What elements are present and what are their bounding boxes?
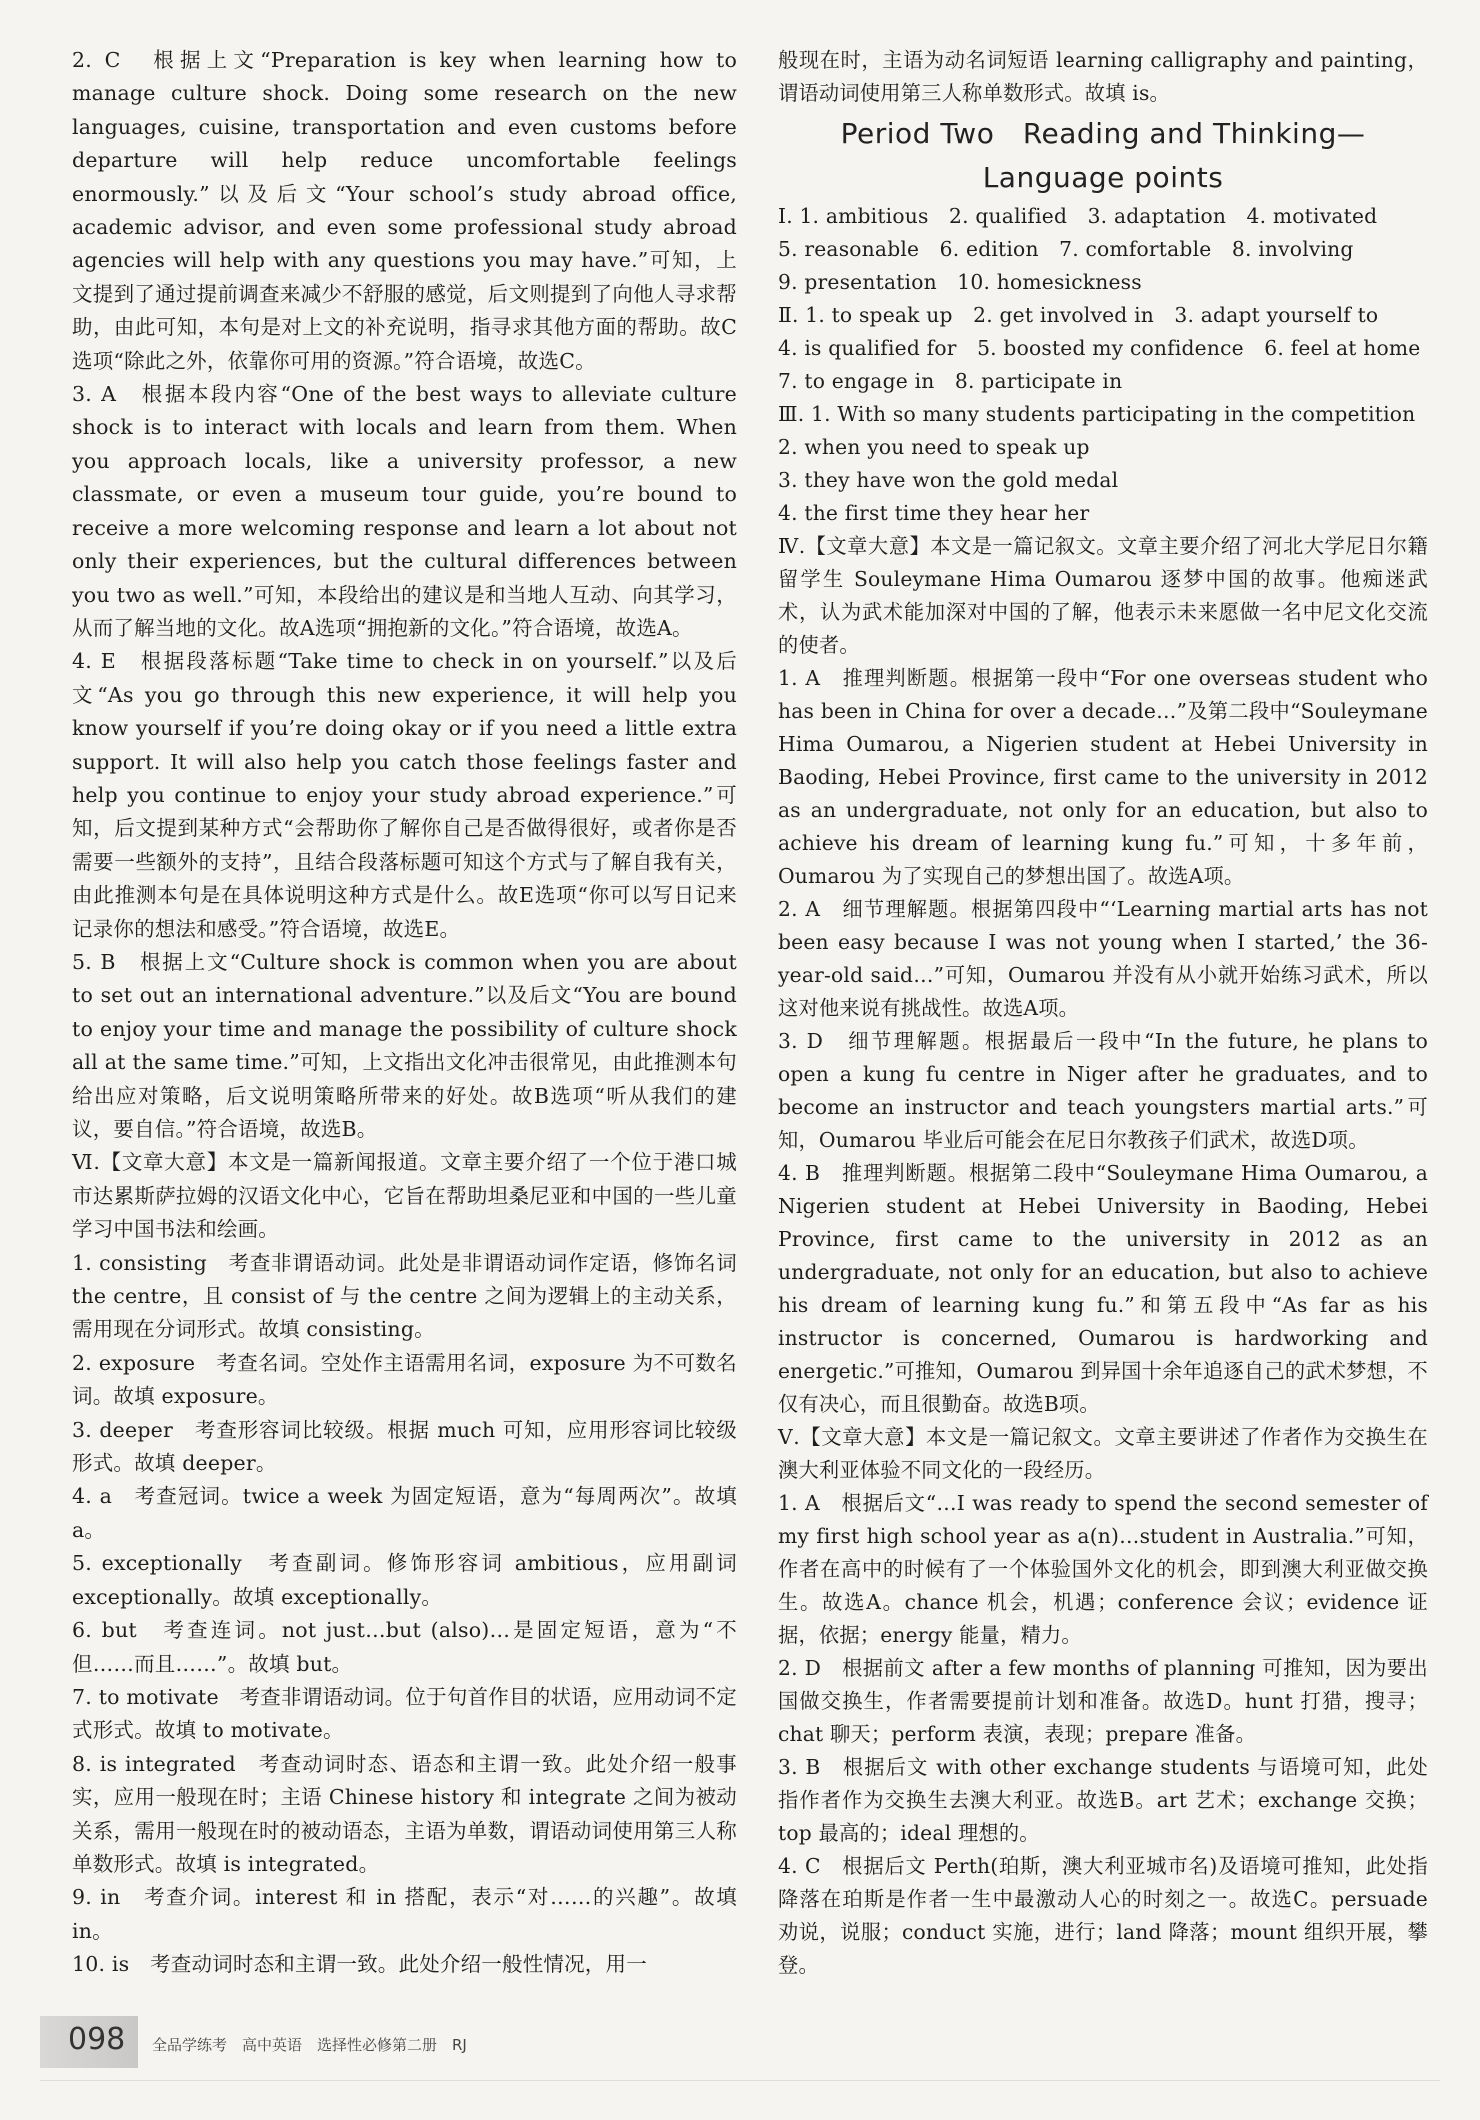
footer-book-info: 全品学练考 高中英语 选择性必修第二册 RJ: [152, 2036, 467, 2054]
answer-paragraph: 9. in 考查介词。interest 和 in 搭配，表示“对……的兴趣”。故填 in。: [72, 1885, 737, 1943]
answer-paragraph: 4. E 根据段落标题“Take time to check in on yourself.”以及后文“As you go through this new experience, it will help you know yourself if you’re doing okay or if you need a little extra support. It will also help you catch those feelings faster and help you continue to enjoy your study abroad experience.”可知，后文提到某种方式“会帮助你了解你自己是否做得很好，或者你是否需要一些额外的支持”，且结合段落标题可知这个方式与了解自我有关，由此推测本句是在具体说明这种方式是什么。故E选项“你可以写日记来记录你的想法和感受。”符合语境，故选E。: [72, 649, 737, 941]
answer-line: 3. they have won the gold medal: [778, 468, 1119, 492]
answer-line: Ⅰ. 1. ambitious 2. qualified 3. adaptation 4. motivated: [778, 204, 1378, 228]
answer-paragraph: 5. B 根据上文“Culture shock is common when you are about to set out an international adventure.”以及后文“You are bound to enjoy your time and manage the possibility of culture shock all at the same time.”可知，上文指出文化冲击很常见，由此推测本句给出应对策略，后文说明策略所带来的好处。故B选项“听从我们的建议，要自信。”符合语境，故选B。: [72, 949, 737, 1141]
answer-paragraph: 5. exceptionally 考查副词。修饰形容词 ambitious，应用副词 exceptionally。故填 exceptionally。: [72, 1551, 737, 1609]
answer-paragraph: 2. exposure 考查名词。空处作主语需用名词，exposure 为不可数名词。故填 exposure。: [72, 1350, 737, 1409]
answer-paragraph: 3. D 细节理解题。根据最后一段中“In the future, he plans to open a kung fu centre in Niger after he graduates, and to become an instructor and teach youngsters martial arts.”可知，Oumarou 毕业后可能会在尼日尔教孩子们武术，故选D项。: [778, 1029, 1428, 1152]
answer-line: 9. presentation 10. homesickness: [778, 270, 1142, 294]
answer-paragraph: 2. D 根据前文 after a few months of planning 可推知，因为要出国做交换生，作者需要提前计划和准备。故选D。hunt 打猎，搜寻；chat 聊天；perform 表演，表现；prepare 准备。: [778, 1656, 1428, 1746]
answer-paragraph: 4. a 考查冠词。twice a week 为固定短语，意为“每周两次”。故填 a。: [72, 1484, 737, 1542]
section-heading-line: Period Two Reading and Thinking—: [840, 117, 1366, 150]
answer-paragraph: 2. C 根据上文“Preparation is key when learning how to manage culture shock. Doing some research on the new languages, cuisine, transportation and even customs before departure will help reduce uncomfortable feelings enormously.”以及后文“Your school’s study abroad office, academic advisor, and even some professional study abroad agencies will help with any questions you may have.”可知，上文提到了通过提前调查来减少不舒服的感觉，后文则提到了向他人寻求帮助，由此可知，本句是对上文的补充说明，指寻求其他方面的帮助。故C选项“除此之外，依靠你可用的资源。”符合语境，故选C。: [72, 48, 737, 373]
page-number: 098: [68, 2022, 126, 2057]
passage-summary: Ⅴ.【文章大意】本文是一篇记叙文。文章主要讲述了作者作为交换生在澳大利亚体验不同文化的一段经历。: [778, 1425, 1428, 1482]
right-column: [778, 44, 1428, 1982]
answer-paragraph: 7. to motivate 考查非谓语动词。位于句首作目的状语，应用动词不定式形式。故填 to motivate。: [72, 1684, 737, 1743]
answer-line: 2. when you need to speak up: [778, 435, 1090, 459]
answer-paragraph: 3. B 根据后文 with other exchange students 与语境可知，此处指作者作为交换生去澳大利亚。故选B。art 艺术；exchange 交换；top 最高的；ideal 理想的。: [778, 1755, 1428, 1845]
page-footer: [0, 2010, 1480, 2080]
section-heading: [778, 112, 1428, 200]
answer-line: Ⅲ. 1. With so many students participating in the competition: [778, 402, 1416, 426]
answer-line: 5. reasonable 6. edition 7. comfortable 8. involving: [778, 237, 1354, 261]
answer-line: 7. to engage in 8. participate in: [778, 369, 1123, 393]
passage-summary: Ⅳ.【文章大意】本文是一篇记叙文。文章主要介绍了河北大学尼日尔籍留学生 Souleymane Hima Oumarou 逐梦中国的故事。他痴迷武术，认为武术能加深对中国的了解，他表示未来愿做一名中尼文化交流的使者。: [778, 534, 1428, 657]
answer-paragraph: 般现在时，主语为动名词短语 learning calligraphy and painting，谓语动词使用第三人称单数形式。故填 is。: [778, 48, 1428, 105]
passage-summary: Ⅵ.【文章大意】本文是一篇新闻报道。文章主要介绍了一个位于港口城市达累斯萨拉姆的汉语文化中心，它旨在帮助坦桑尼亚和中国的一些儿童学习中国书法和绘画。: [72, 1150, 737, 1242]
answer-paragraph: 1. A 根据后文“…I was ready to spend the second semester of my first high school year as a(n)…student in Australia.”可知，作者在高中的时候有了一个体验国外文化的机会，即到澳大利亚做交换生。故选A。chance 机会，机遇；conference 会议；evidence 证据，依据；energy 能量，精力。: [778, 1491, 1429, 1647]
answer-paragraph: 4. B 推理判断题。根据第二段中“Souleymane Hima Oumarou, a Nigerien student at Hebei University in Baoding, Hebei Province, first came to the university in 2012 as an undergraduate, not only for an education, but also to achieve his dream of learning kung fu.”和第五段中“As far as his instructor is concerned, Oumarou is hardworking and energetic.”可推知，Oumarou 到异国十余年追逐自己的武术梦想，不仅有决心，而且很勤奋。故选B项。: [778, 1161, 1428, 1416]
answer-line: Ⅱ. 1. to speak up 2. get involved in 3. adapt yourself to: [778, 303, 1379, 327]
answer-paragraph: 1. A 推理判断题。根据第一段中“For one overseas student who has been in China for over a decade…”及第二段中“Souleymane Hima Oumarou, a Nigerien student at Hebei University in Baoding, Hebei Province, first came to the university in 2012 as an undergraduate, not only for an education, but also to achieve his dream of learning kung fu.”可知，十多年前，Oumarou 为了实现自己的梦想出国了。故选A项。: [778, 666, 1428, 888]
answer-paragraph: 8. is integrated 考查动词时态、语态和主谓一致。此处介绍一般事实，应用一般现在时；主语 Chinese history 和 integrate 之间为被动关系，需用一般现在时的被动语态，主语为单数，谓语动词使用第三人称单数形式。故填 is integrated。: [72, 1751, 737, 1876]
answer-line: 4. the first time they hear her: [778, 501, 1090, 525]
answer-paragraph: 3. A 根据本段内容“One of the best ways to alleviate culture shock is to interact with locals and learn from them. When you approach locals, like a university professor, a new classmate, or even a museum tour guide, you’re bound to receive a more welcoming response and learn a lot about not only their experiences, but the cultural differences between you two as well.”可知，本段给出的建议是和当地人互动、向其学习，从而了解当地的文化。故A选项“拥抱新的文化。”符合语境，故选A。: [72, 382, 737, 640]
answer-paragraph: 1. consisting 考查非谓语动词。此处是非谓语动词作定语，修饰名词 the centre，且 consist of 与 the centre 之间为逻辑上的主动关系，需用现在分词形式。故填 consisting。: [72, 1250, 737, 1342]
answer-paragraph: 10. is 考查动词时态和主谓一致。此处介绍一般性情况，用一: [72, 1952, 647, 1977]
answer-paragraph: 3. deeper 考查形容词比较级。根据 much 可知，应用形容词比较级形式。故填 deeper。: [72, 1417, 737, 1476]
answer-paragraph: 2. A 细节理解题。根据第四段中“‘Learning martial arts has not been easy because I was not young when I started,’ the 36-year-old said…”可知，Oumarou 并没有从小就开始练习武术，所以这对他来说有挑战性。故选A项。: [778, 897, 1428, 1020]
answer-line: 4. is qualified for 5. boosted my confidence 6. feel at home: [778, 336, 1421, 360]
section-heading-line: Language points: [982, 161, 1224, 194]
left-column: [72, 44, 737, 1982]
answer-paragraph: 6. but 考查连词。not just…but (also)…是固定短语，意为“不但……而且……”。故填 but。: [72, 1618, 737, 1676]
answer-paragraph: 4. C 根据后文 Perth(珀斯，澳大利亚城市名)及语境可推知，此处指降落在珀斯是作者一生中最激动人心的时刻之一。故选C。persuade 劝说，说服；conduct 实施，进行；land 降落；mount 组织开展，攀登。: [778, 1854, 1428, 1977]
footer-divider: [40, 2080, 1440, 2081]
